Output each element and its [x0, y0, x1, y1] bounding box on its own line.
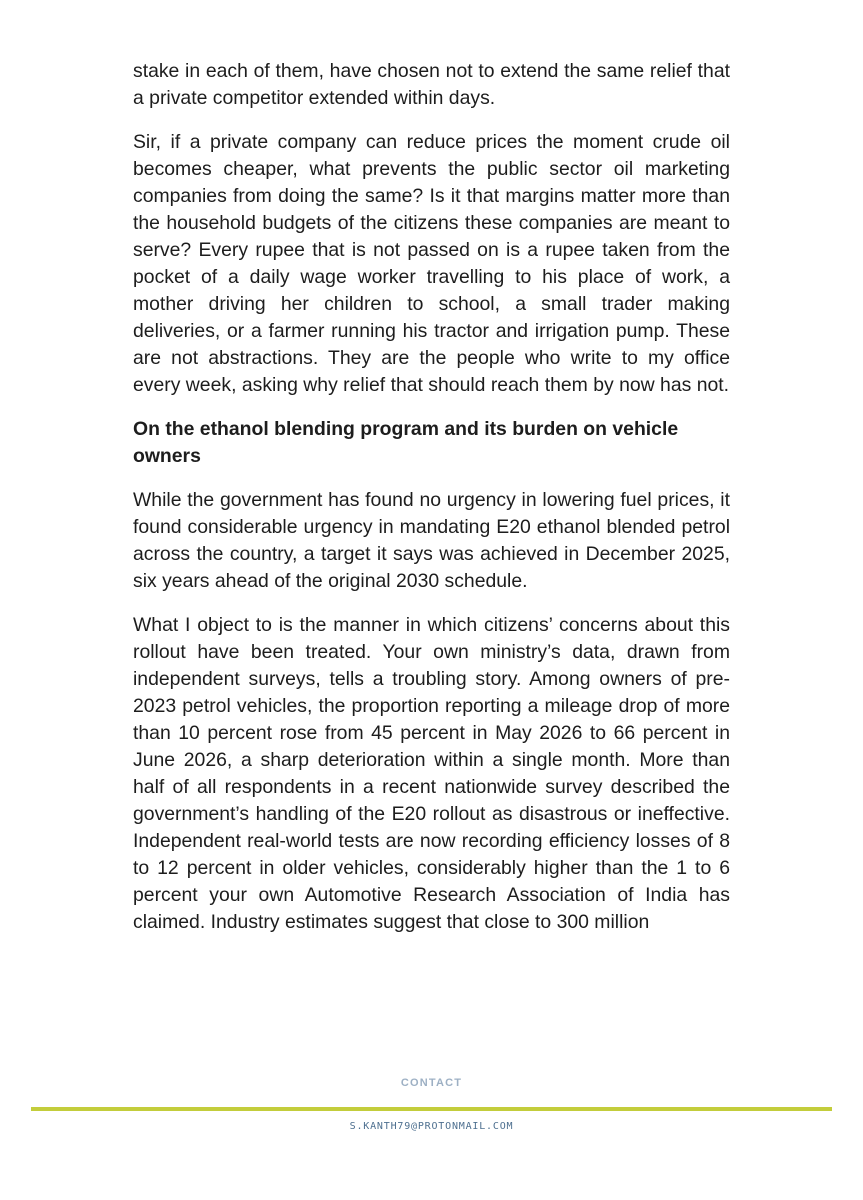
section-heading: On the ethanol blending program and its burden on vehicle owners — [133, 418, 679, 467]
letter-body — [133, 58, 730, 953]
contact-label: CONTACT — [400, 1077, 463, 1089]
body-paragraph: While the government has found no urgency in lowering fuel prices, it found considerable urgency in mandating E20 ethanol blended petrol across the country, a target it says was achieved in December 2025, six years ahead of the original 2030 schedule. — [133, 489, 730, 592]
body-paragraph: What I object to is the manner in which citizens’ concerns about this rollout have been treated. Your own ministry’s data, drawn from independent surveys, tells a troubling story. Among owners of pre-2023 petrol vehicles, the proportion reporting a mileage drop of more than 10 percent rose from 45 percent in May 2026 to 66 percent in June 2026, a sharp deterioration within a single month. More than half of all respondents in a recent nationwide survey described the government’s handling of the E20 rollout as disastrous or ineffective. Independent real-world tests are now recording efficiency losses of 8 to 12 percent in older vehicles, considerably higher than the 1 to 6 percent your own Automotive Research Association of India has claimed. Industry estimates suggest that close to 300 million — [133, 614, 730, 933]
body-paragraph: stake in each of them, have chosen not to extend the same relief that a private competitor extended within days. — [133, 60, 730, 109]
body-paragraph: Sir, if a private company can reduce prices the moment crude oil becomes cheaper, what prevents the public sector oil marketing companies from doing the same? Is it that margins matter more than the household budgets of the citizens these companies are meant to serve? Every rupee that is not passed on is a rupee taken from the pocket of a daily wage worker travelling to his place of work, a mother driving her children to school, a small trader making deliveries, or a farmer running his tractor and irrigation pump. These are not abstractions. They are the people who write to my office every week, asking why relief that should reach them by now has not. — [133, 131, 730, 396]
footer-divider — [31, 1107, 832, 1111]
contact-email[interactable]: S.KANTH79@PROTONMAIL.COM — [349, 1121, 514, 1132]
